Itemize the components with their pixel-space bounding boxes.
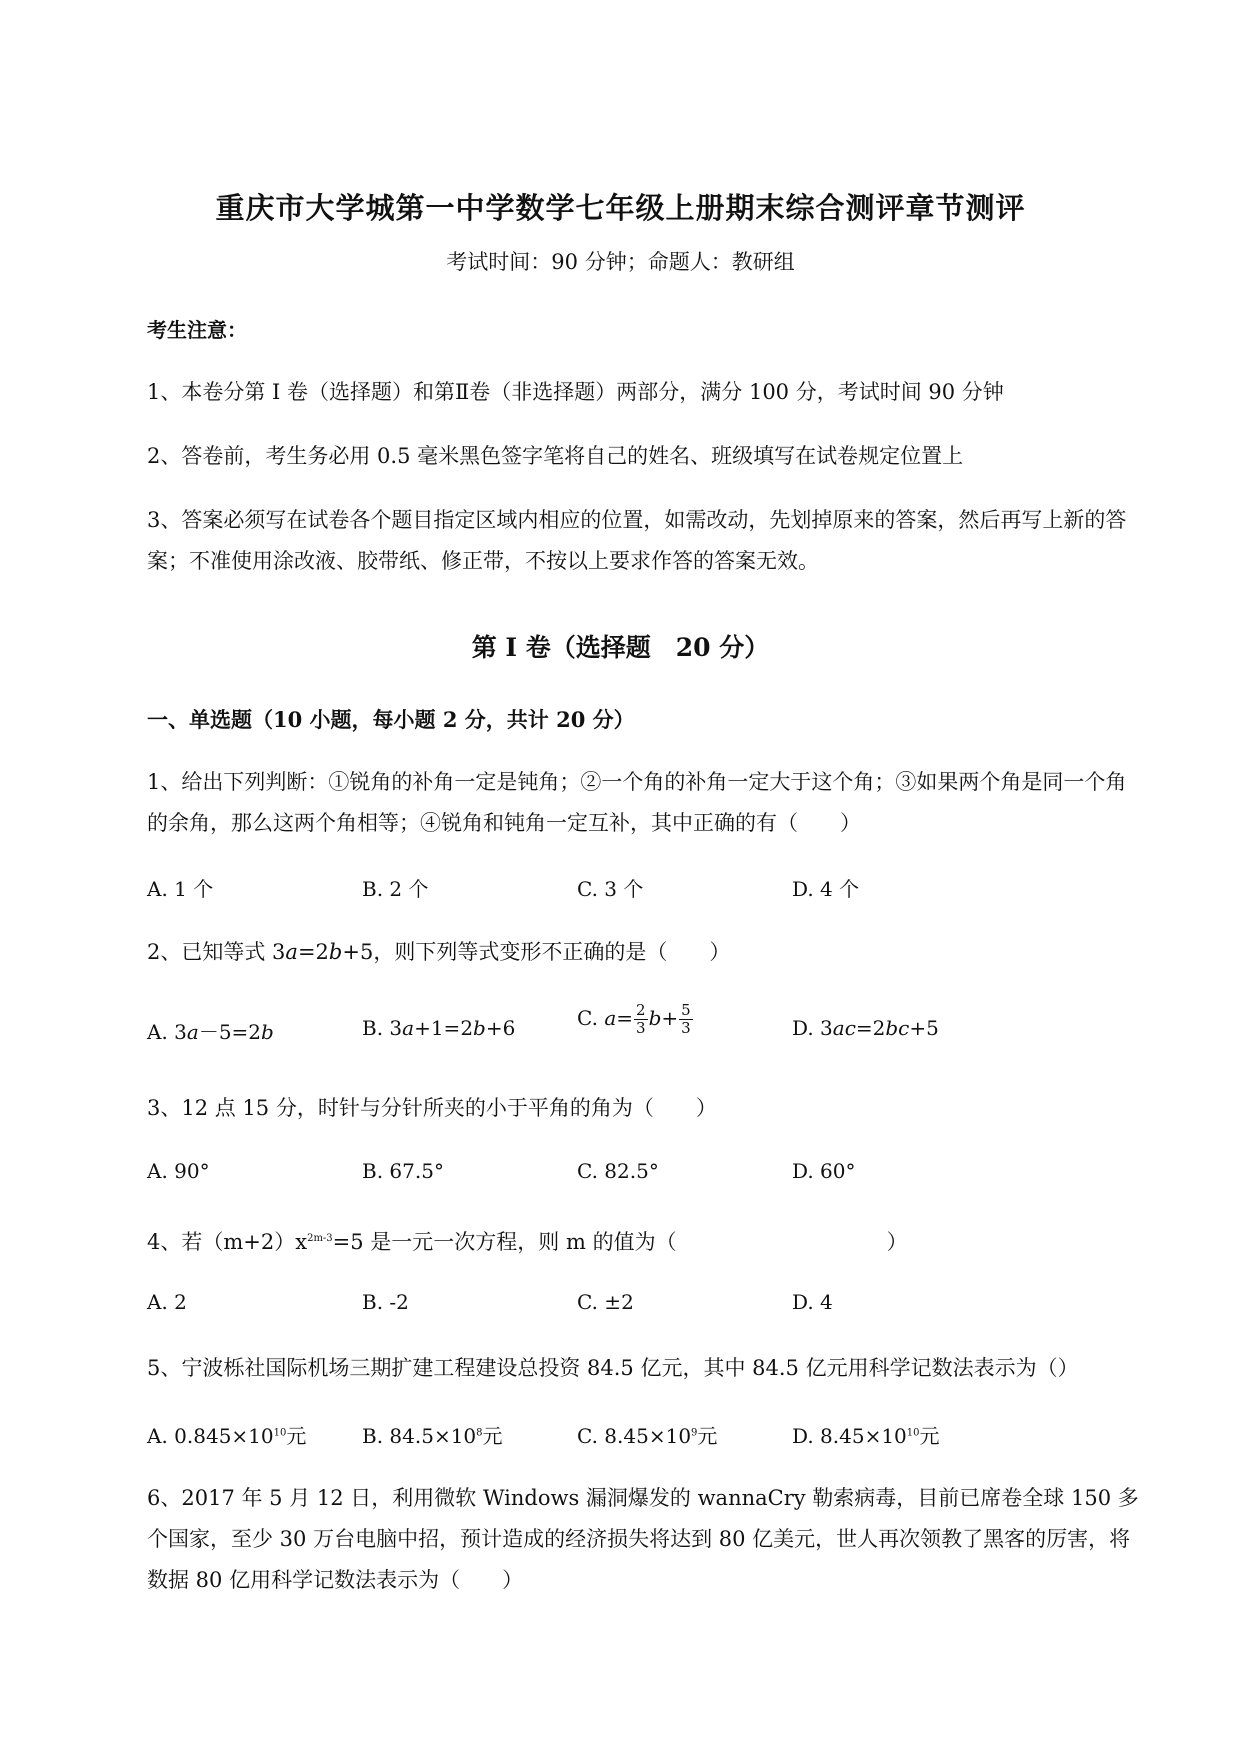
question-4-option-b: B. -2: [362, 1290, 409, 1314]
question-1-option-a: A. 1 个: [147, 877, 214, 901]
question-6-stem: 6、2017 年 5 月 12 日，利用微软 Windows 漏洞爆发的 wannaCry 勒索病毒，目前已席卷全球 150 多个国家，至少 30 万台电脑中招，预计造成的经济损失将达到 80 亿美元，世人再次领教了黑客的厉害，将数据 80 亿用科学记数法表示为（ ）: [147, 1486, 1139, 1592]
question-5-option-d: D. $8.45\times 10^{10}$元: [792, 1424, 940, 1448]
question-4-stem: 4、若$(m+2)x^{2m-3}=5$ 是一元一次方程，则 m 的值为（ ）: [147, 1230, 908, 1254]
notice-item-3: 3、答案必须写在试卷各个题目指定区域内相应的位置，如需改动，先划掉原来的答案，然后再写上新的答案；不准使用涂改液、胶带纸、修正带，不按以上要求作答的答案无效。: [147, 508, 1127, 573]
question-2-stem: 2、已知等式 3a=2b+5，则下列等式变形不正确的是（ ）: [147, 940, 731, 964]
fraction-two-thirds: $\frac{2}{3}$: [636, 1001, 646, 1037]
exam-subtitle: 考试时间：90 分钟；命题人：教研组: [446, 250, 795, 274]
question-3-option-b: B. 67.5°: [362, 1159, 444, 1183]
question-1-stem: 1、给出下列判断：①锐角的补角一定是钝角；②一个角的补角一定大于这个角；③如果两个角是同一个角的余角，那么这两个角相等；④锐角和钝角一定互补，其中正确的有（ ）: [147, 770, 1127, 835]
question-5-option-c: C. $8.45\times 10^9$元: [577, 1424, 718, 1448]
question-3-option-d: D. 60°: [792, 1159, 856, 1183]
question-1-option-b: B. 2 个: [362, 877, 429, 901]
notice-item-2: 2、答卷前，考生务必用 0.5 毫米黑色签字笔将自己的姓名、班级填写在试卷规定位置上: [147, 444, 964, 468]
fraction-five-thirds: $\frac{5}{3}$: [681, 1001, 691, 1037]
question-4-option-c: C. ±2: [577, 1290, 634, 1314]
question-2-option-b: B. 3a+1=2b+6: [362, 1016, 516, 1040]
section-heading: 第 I 卷（选择题 20 分）: [471, 633, 770, 662]
question-3-option-a: A. 90°: [147, 1159, 210, 1183]
question-5-stem: 5、宁波栎社国际机场三期扩建工程建设总投资 84.5 亿元，其中 84.5 亿元用科学记数法表示为（）: [147, 1356, 1079, 1380]
question-2-option-d: D. 3ac=2bc+5: [792, 1016, 939, 1040]
question-5-option-b: B. $84.5\times 10^8$元: [362, 1424, 503, 1448]
question-5-option-a: A. $0.845\times 10^{10}$元: [147, 1424, 307, 1448]
question-4-option-d: D. 4: [792, 1290, 833, 1314]
question-3-option-c: C. 82.5°: [577, 1159, 659, 1183]
question-4-option-a: A. 2: [147, 1290, 187, 1314]
exam-title: 重庆市大学城第一中学数学七年级上册期末综合测评章节测评: [215, 191, 1026, 225]
question-1-option-d: D. 4 个: [792, 877, 860, 901]
notice-item-1: 1、本卷分第 I 卷（选择题）和第Ⅱ卷（非选择题）两部分，满分 100 分，考试时间 90 分钟: [147, 380, 1004, 404]
question-3-stem: 3、12 点 15 分，时针与分针所夹的小于平角的角为（ ）: [147, 1096, 717, 1120]
question-1-option-c: C. 3 个: [577, 877, 644, 901]
question-2-option-c: C. a= $\frac{2}{3}$ b+ $\frac{5}{3}$: [577, 1001, 691, 1037]
question-2-option-a: A. 3a－5=2b: [147, 1020, 274, 1044]
part-heading: 一、单选题（10 小题，每小题 2 分，共计 20 分）: [147, 707, 635, 732]
notice-heading: 考生注意：: [147, 318, 247, 342]
